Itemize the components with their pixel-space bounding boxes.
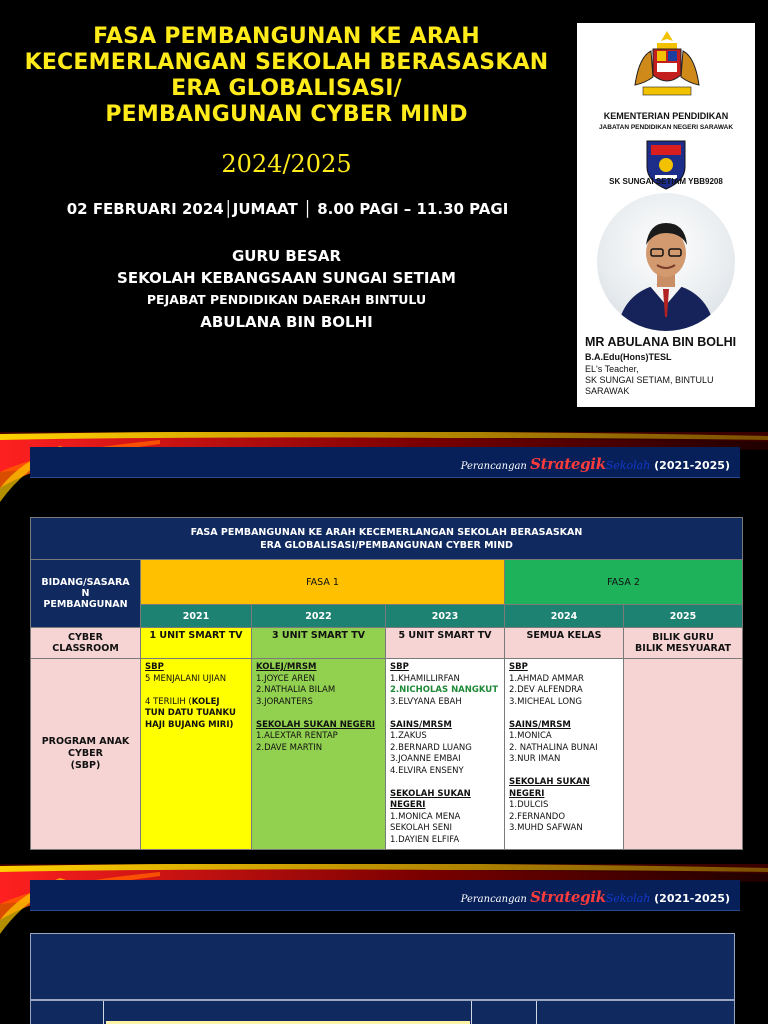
cyber-2025 bbox=[624, 628, 743, 659]
list-item: 2.FERNANDO bbox=[509, 811, 566, 822]
list-item: 2.DEV ALFENDRA bbox=[509, 685, 583, 695]
list-heading: SEKOLAH SUKAN bbox=[390, 788, 471, 799]
phase-table-slide bbox=[0, 432, 768, 864]
banner-school-word: Sekolah bbox=[605, 892, 651, 905]
banner-years: (2021-2025) bbox=[650, 892, 730, 905]
presenter-name: ABULANA BIN BOLHI bbox=[200, 313, 373, 331]
card-role bbox=[585, 364, 714, 397]
presenter-school: SEKOLAH KEBANGSAAN SUNGAI SETIAM bbox=[117, 269, 456, 287]
cyber-2023: 5 UNIT SMART TV bbox=[386, 628, 505, 659]
title-line: KECEMERLANGAN SEKOLAH BERASASKAN bbox=[24, 50, 549, 75]
list-item-text: 4 TERILIH ( bbox=[145, 696, 192, 707]
list-item: 3.JORANTERS bbox=[256, 696, 313, 707]
card-role-line: SK SUNGAI SETIAM, BINTULU bbox=[585, 375, 714, 385]
cyber-classroom-line: CYBER bbox=[68, 632, 103, 643]
program-line: PROGRAM ANAK bbox=[41, 736, 130, 747]
banner-prefix: Perancangan bbox=[460, 461, 531, 472]
event-date-line: 02 FEBRUARI 2024│JUMAAT │ 8.00 PAGI – 11.30 PAGI bbox=[66, 200, 509, 218]
table-title-line: ERA GLOBALISASI/PEMBANGUNAN CYBER MIND bbox=[260, 539, 513, 551]
list-item: 3.MICHEAL LONG bbox=[509, 696, 582, 707]
banner-strategic: Strategik bbox=[530, 888, 606, 906]
list-item: 3.MUHD SAFWAN bbox=[509, 823, 583, 833]
banner-strategic: Strategik bbox=[530, 455, 606, 473]
ministry-label: KEMENTERIAN PENDIDIKAN bbox=[603, 111, 729, 121]
bidang-header bbox=[31, 560, 141, 628]
cyber-2025-line: BILIK GURU bbox=[652, 632, 714, 643]
list-heading: NEGERI bbox=[390, 800, 426, 810]
title-line: FASA PEMBANGUNAN KE ARAH bbox=[93, 24, 480, 49]
banner-text bbox=[461, 455, 730, 474]
table-title bbox=[31, 518, 743, 560]
list-heading: NEGERI bbox=[509, 788, 545, 799]
cyber-2022: 3 UNIT SMART TV bbox=[252, 628, 386, 659]
list-item: TUN DATU TUANKU bbox=[145, 708, 236, 718]
card-role-line: EL's Teacher, bbox=[585, 364, 639, 374]
card-person-name: MR ABULANA BIN BOLHI bbox=[585, 335, 737, 349]
presenter-role: GURU BESAR bbox=[231, 247, 342, 265]
banner-prefix: Perancangan bbox=[460, 894, 531, 905]
fasa1-header: FASA 1 bbox=[141, 560, 505, 605]
program-2024-cell bbox=[505, 659, 624, 850]
list-heading: SEKOLAH SUKAN bbox=[509, 777, 590, 787]
list-heading: SBP bbox=[509, 662, 528, 672]
list-heading: SAINS/MRSM bbox=[509, 719, 571, 730]
bidang-line: PEMBANGUNAN bbox=[43, 599, 128, 610]
program-2022-cell bbox=[252, 659, 386, 850]
year-2024: 2024 bbox=[505, 605, 624, 628]
slide-year: 2024/2025 bbox=[221, 150, 352, 178]
list-item: 3.ELVYANA EBAH bbox=[390, 696, 462, 707]
list-item: 1.DULCIS bbox=[509, 800, 549, 810]
person-portrait-icon bbox=[597, 193, 735, 331]
cyber-2025-line: BILIK MESYUARAT bbox=[635, 643, 731, 654]
cyber-classroom-label bbox=[31, 628, 141, 659]
program-2025-cell bbox=[624, 659, 743, 850]
title-slide bbox=[0, 0, 768, 432]
cyber-classroom-line: CLASSROOM bbox=[52, 643, 119, 654]
list-item: 1.ALEXTAR RENTAP bbox=[256, 731, 338, 741]
cyber-2024: SEMUA KELAS bbox=[505, 628, 624, 659]
phase-table bbox=[30, 517, 743, 850]
list-item: 1.AHMAD AMMAR bbox=[509, 673, 584, 684]
list-item: 1.ZAKUS bbox=[390, 731, 427, 741]
malaysia-crest-icon bbox=[627, 27, 707, 103]
year-2025: 2025 bbox=[624, 605, 743, 628]
title-line: PEMBANGUNAN CYBER MIND bbox=[105, 102, 468, 127]
list-heading: SBP bbox=[390, 662, 409, 672]
bidang-line: BIDANG/SASARA bbox=[41, 577, 130, 588]
next-slide-partial bbox=[0, 864, 768, 1024]
list-heading: SAINS/MRSM bbox=[390, 719, 452, 730]
year-2022: 2022 bbox=[252, 605, 386, 628]
banner-school-word: Sekolah bbox=[605, 459, 651, 472]
program-line: (SBP) bbox=[70, 760, 101, 771]
list-item: 2.DAVE MARTIN bbox=[256, 742, 323, 753]
list-item: 5 MENJALANI UJIAN bbox=[145, 673, 227, 684]
department-label: JABATAN PENDIDIKAN NEGERI SARAWAK bbox=[598, 124, 734, 131]
list-item: HAJI BUJANG MIRI) bbox=[145, 719, 234, 730]
banner-text bbox=[461, 888, 730, 907]
profile-card bbox=[577, 23, 755, 407]
list-item: 4.ELVIRA ENSENY bbox=[390, 765, 464, 776]
list-item: 1.JOYCE AREN bbox=[256, 673, 316, 684]
program-line: CYBER bbox=[68, 748, 103, 759]
banner-years: (2021-2025) bbox=[650, 459, 730, 472]
year-2023: 2023 bbox=[386, 605, 505, 628]
list-item: 3.JOANNE EMBAI bbox=[390, 754, 461, 764]
list-item: 2.BERNARD LUANG bbox=[390, 742, 472, 753]
program-2023-cell bbox=[386, 659, 505, 850]
list-item-bold: KOLEJ bbox=[191, 696, 220, 707]
list-heading: SBP bbox=[145, 662, 164, 672]
list-item: 1.MONICA MENA bbox=[390, 811, 461, 822]
next-table-header bbox=[30, 933, 735, 1000]
list-item: SEKOLAH SENI bbox=[390, 823, 453, 833]
strategic-plan-banner bbox=[30, 880, 740, 911]
presenter-office: PEJABAT PENDIDIKAN DAERAH BINTULU bbox=[146, 292, 427, 307]
card-degree: B.A.Edu(Hons)TESL bbox=[585, 352, 672, 362]
profile-photo bbox=[597, 193, 735, 331]
list-heading: SEKOLAH SUKAN NEGERI bbox=[256, 719, 376, 730]
list-item: 2.NATHALIA BILAM bbox=[256, 685, 336, 695]
year-2021: 2021 bbox=[141, 605, 252, 628]
school-code-label: SK SUNGAI SETIAM YBB9208 bbox=[609, 177, 723, 186]
list-item: 3.NUR IMAN bbox=[509, 754, 561, 764]
table-title-line: FASA PEMBANGUNAN KE ARAH KECEMERLANGAN SEKOLAH BERASASKAN bbox=[190, 526, 583, 538]
list-item: 1.KHAMILLIRFAN bbox=[390, 673, 460, 684]
program-2021-cell bbox=[141, 659, 252, 850]
title-line: ERA GLOBALISASI/ bbox=[171, 76, 402, 101]
next-table-row bbox=[30, 1000, 735, 1024]
program-anak-cyber-label bbox=[31, 659, 141, 850]
strategic-plan-banner bbox=[30, 447, 740, 478]
list-heading: KOLEJ/MRSM bbox=[256, 662, 317, 672]
list-item: 2. NATHALINA BUNAI bbox=[509, 742, 598, 753]
list-item: 1.MONICA bbox=[509, 731, 552, 741]
list-item bbox=[145, 697, 247, 709]
cyber-2021: 1 UNIT SMART TV bbox=[141, 628, 252, 659]
bidang-line: N bbox=[81, 588, 90, 599]
fasa2-header: FASA 2 bbox=[505, 560, 743, 605]
list-item: 1.DAYIEN ELFIFA bbox=[390, 834, 460, 845]
card-role-line: SARAWAK bbox=[585, 386, 630, 396]
list-item: 2.NICHOLAS NANGKUT bbox=[390, 685, 498, 695]
slide-title bbox=[14, 24, 559, 128]
